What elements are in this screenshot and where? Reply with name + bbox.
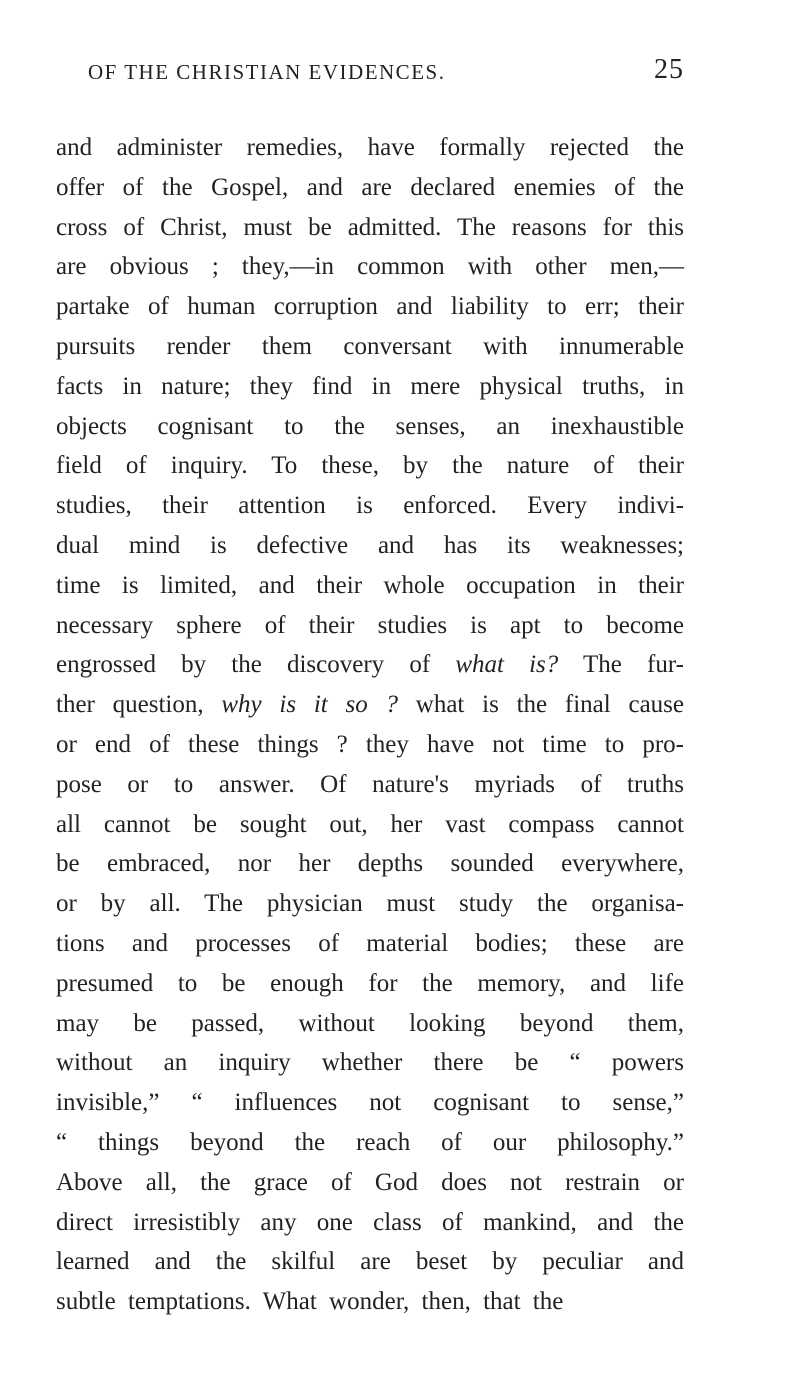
text-line: direct irresistibly any one class of mankind, and the (56, 1208, 684, 1236)
text-line: studies, their attention is enforced. Every indivi- (56, 492, 684, 520)
text-line: subtle temptations. What wonder, then, that the (56, 1288, 564, 1316)
text-segment: what is the final cause (415, 691, 684, 719)
text-line: facts in nature; they find in mere physical truths, in (56, 372, 684, 400)
page-number: 25 (654, 54, 684, 85)
text-line: tions and processes of material bodies; these are (56, 929, 684, 957)
text-line: and administer remedies, have formally rejected the (56, 134, 684, 161)
text-line: may be passed, without looking beyond them, (56, 1009, 684, 1037)
text-line: offer of the Gospel, and are declared enemies of the (56, 173, 684, 201)
text-line-with-italic (56, 685, 684, 725)
text-segment: ther question, (56, 691, 204, 719)
text-line: without an inquiry whether there be “ powers (56, 1049, 684, 1077)
text-line: Above all, the grace of God does not restrain or (56, 1168, 684, 1196)
running-title: OF THE CHRISTIAN EVIDENCES. (88, 60, 446, 84)
text-line: cross of Christ, must be admitted. The reasons for this (56, 213, 684, 241)
text-segment: engrossed by the discovery of (56, 651, 431, 679)
text-line: dual mind is defective and has its weaknesses; (56, 531, 684, 559)
text-line: pursuits render them conversant with innumerable (56, 332, 684, 360)
text-line: time is limited, and their whole occupation in their (56, 571, 684, 599)
running-head (0, 54, 800, 100)
text-segment: The fur- (583, 651, 684, 679)
text-line: be embraced, nor her depths sounded everywhere, (56, 850, 684, 878)
text-line: or by all. The physician must study the organisa- (56, 890, 684, 918)
text-line: field of inquiry. To these, by the nature of their (56, 452, 684, 480)
text-line: are obvious ; they,—in common with other men,— (56, 253, 684, 281)
italic-phrase: why is it so ? (221, 691, 399, 719)
text-line: all cannot be sought out, her vast compass cannot (56, 810, 684, 838)
text-line: necessary sphere of their studies is apt to become (56, 611, 684, 639)
text-line: partake of human corruption and liability to err; their (56, 293, 684, 321)
body-paragraph (56, 128, 684, 1322)
text-line: objects cognisant to the senses, an inexhaustible (56, 412, 684, 440)
text-line-with-italic (56, 645, 684, 685)
text-line: presumed to be enough for the memory, and life (56, 969, 684, 997)
text-line: pose or to answer. Of nature's myriads of truths (56, 770, 684, 798)
text-line: invisible,” “ influences not cognisant to sense,” (56, 1089, 684, 1117)
text-line: or end of these things ? they have not time to pro- (56, 730, 684, 758)
italic-phrase: what is? (455, 651, 559, 679)
text-line: learned and the skilful are beset by peculiar and (56, 1248, 684, 1276)
text-line: “ things beyond the reach of our philosophy.” (56, 1128, 684, 1156)
